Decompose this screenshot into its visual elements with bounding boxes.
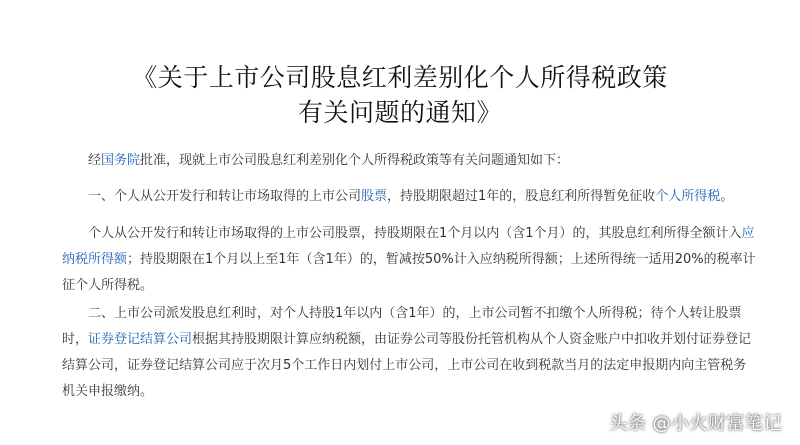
document-title-line1: 《关于上市公司股息红利差别化个人所得税政策: [132, 63, 668, 92]
paragraph-text: 二、上市公司派发股息红利时，对个人持股1年以内（含1年）的，上市公司暂不扣缴个人所得税；待个人转让股票时，: [62, 306, 742, 347]
paragraph-text: 一、个人从公开发行和转让市场取得的上市公司: [88, 189, 362, 204]
paragraph-text: 批准，现就上市公司股息红利差别化个人所得税政策等有关问题通知如下：: [140, 153, 570, 168]
document-title-line2: 有关问题的通知》: [297, 98, 502, 127]
link-securities-clearing-company[interactable]: 证券登记结算公司: [88, 332, 193, 347]
link-personal-income-tax[interactable]: 个人所得税: [655, 189, 721, 204]
paragraph-text: 。: [720, 189, 734, 204]
link-state-council[interactable]: 国务院: [101, 153, 141, 168]
paragraph-text: 根据其持股期限计算应纳税额，由证券公司等股份托管机构从个人资金账户中扣收并划付证券登记结算公司，证券登记结算公司应于次月5个工作日内划付上市公司，上市公司在收到税款当月的法定申报期内向主管税务机关申报缴纳。: [62, 332, 752, 399]
paragraph-intro: [62, 148, 758, 174]
watermark-text: 头条 @小火财富笔记: [609, 413, 782, 434]
link-stocks[interactable]: 股票: [361, 189, 388, 204]
paragraph-text: ，持股期限超过1年的，股息红利所得暂免征收: [387, 189, 656, 204]
paragraph-article-2: [62, 301, 758, 405]
paragraph-article-1: [62, 184, 758, 210]
paragraph-text: 经: [88, 153, 102, 168]
link-taxable-income[interactable]: 应纳税所得额: [62, 226, 755, 267]
paragraph-article-1-detail: [62, 221, 758, 299]
paragraph-text: ；持股期限在1个月以上至1年（含1年）的，暂减按50%计入应纳税所得额；上述所得统一适用20%的税率计征个人所得税。: [62, 252, 756, 293]
paragraph-text: 个人从公开发行和转让市场取得的上市公司股票，持股期限在1个月以内（含1个月）的，其股息红利所得全额计入: [88, 226, 742, 241]
